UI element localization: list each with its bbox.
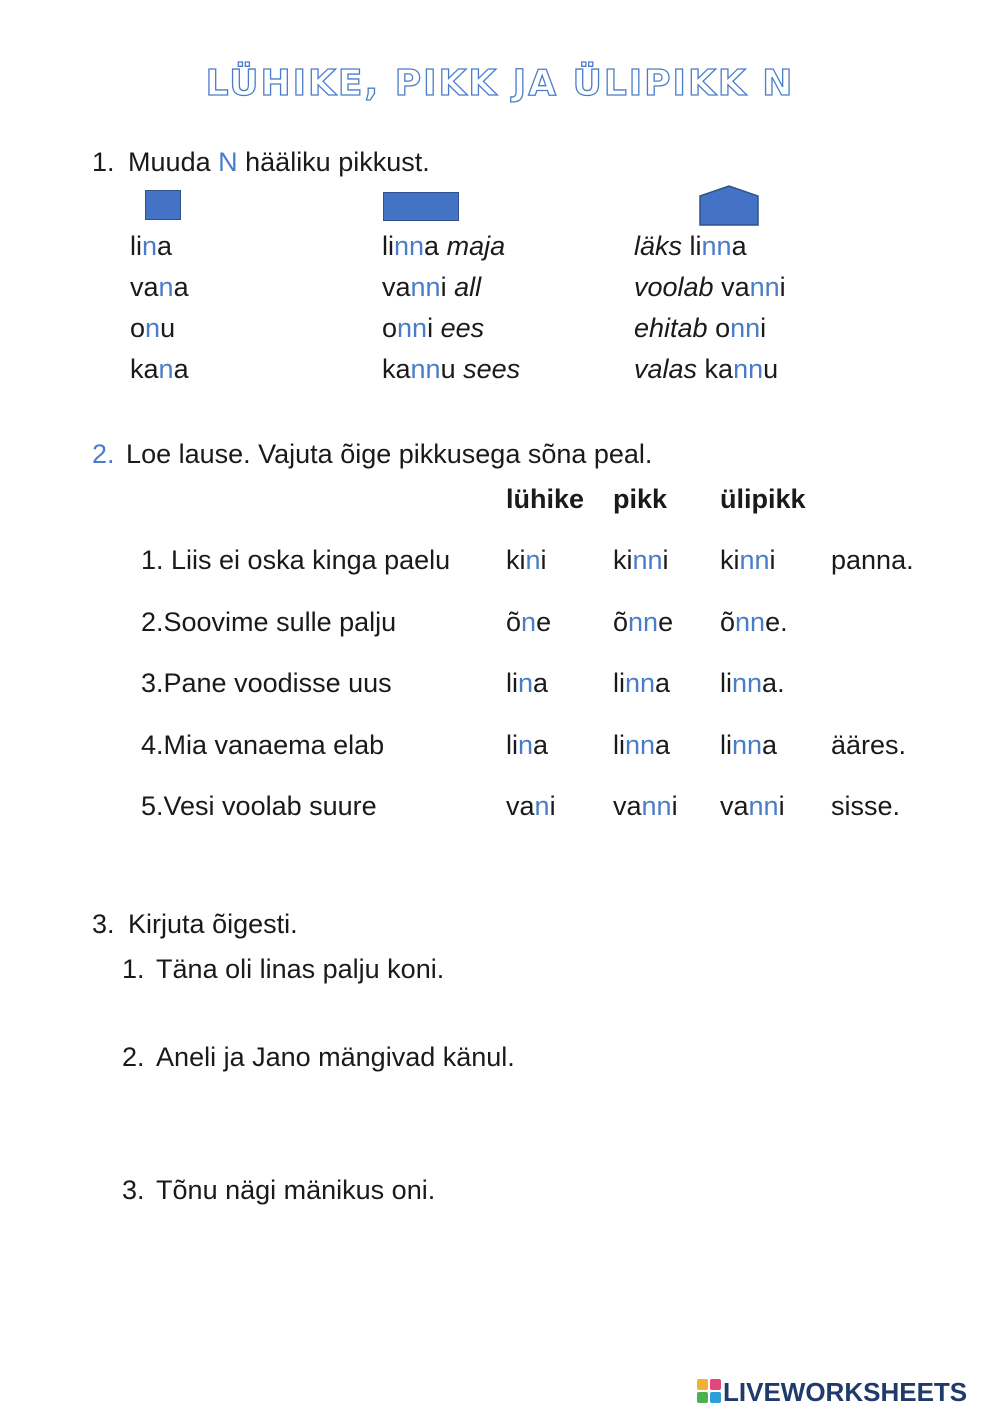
word-part: u	[763, 354, 779, 384]
word-part: nn	[625, 668, 656, 698]
word-part: e	[536, 607, 552, 637]
option-extra-long[interactable]	[720, 732, 777, 759]
option-long[interactable]	[613, 732, 670, 759]
word-part: a	[173, 272, 189, 302]
word-part: li	[682, 231, 702, 261]
task3-item-text: Tõnu nägi mänikus oni.	[156, 1175, 436, 1205]
word-example	[130, 356, 189, 383]
task3-item-number: 1.	[122, 954, 145, 984]
page-title: LÜHIKE, PIKK JA ÜLIPIKK N	[205, 63, 795, 104]
word-example	[130, 315, 175, 342]
short-length-square-icon	[145, 190, 181, 220]
word-part: ehitab	[634, 313, 708, 343]
word-part: nn	[628, 607, 659, 637]
word-part: e.	[765, 607, 788, 637]
task1-heading	[92, 149, 430, 176]
sentence-start: 2.Soovime sulle palju	[141, 607, 397, 637]
word-example	[634, 356, 778, 383]
word-part: ka	[382, 354, 411, 384]
task2-number: 2.	[92, 439, 115, 469]
task3-number: 3.	[92, 909, 115, 939]
word-part: ki	[506, 545, 526, 575]
option-short[interactable]	[506, 609, 551, 636]
word-part: li	[506, 668, 518, 698]
word-part: all	[454, 272, 482, 302]
word-part: nn	[625, 730, 656, 760]
sentence-end: sisse.	[831, 791, 901, 821]
option-extra-long[interactable]	[720, 670, 785, 697]
word-part: n	[518, 668, 534, 698]
word-part: a	[173, 354, 189, 384]
word-part: li	[720, 668, 732, 698]
word-part: n	[534, 791, 550, 821]
word-part: i	[671, 791, 678, 821]
option-long[interactable]	[613, 609, 673, 636]
header-short: lühike	[506, 484, 585, 514]
word-part: li	[382, 231, 394, 261]
word-part: nn	[410, 354, 441, 384]
word-example	[382, 356, 520, 383]
word-part: nn	[641, 791, 672, 821]
word-part: a	[157, 231, 173, 261]
word-part: nn	[739, 545, 770, 575]
word-part: i	[427, 313, 441, 343]
word-part: a	[731, 231, 747, 261]
task3-item-text: Täna oli linas palju koni.	[156, 954, 445, 984]
task2-instruction: Loe lause. Vajuta õige pikkusega sõna peal.	[126, 439, 653, 469]
extra-long-length-pentagon-icon	[699, 185, 761, 227]
word-part: nn	[749, 272, 780, 302]
option-short[interactable]	[506, 793, 556, 820]
word-part: i	[549, 791, 556, 821]
word-part: o	[130, 313, 146, 343]
word-part: nn	[730, 313, 761, 343]
word-part: i	[760, 313, 767, 343]
word-example	[130, 274, 189, 301]
word-part: sees	[463, 354, 521, 384]
word-part: va	[130, 272, 159, 302]
word-part: i	[540, 545, 547, 575]
word-part: läks	[634, 231, 683, 261]
word-example	[634, 233, 747, 260]
sentence-end: panna.	[831, 545, 914, 575]
word-part: voolab	[634, 272, 714, 302]
word-part: a	[533, 668, 549, 698]
option-extra-long[interactable]	[720, 609, 788, 636]
word-part: n	[525, 545, 541, 575]
word-example	[382, 233, 505, 260]
option-short[interactable]	[506, 670, 548, 697]
word-part: va	[713, 272, 750, 302]
word-part: nn	[632, 545, 663, 575]
word-part: o	[382, 313, 398, 343]
word-example	[130, 233, 172, 260]
word-example	[634, 315, 766, 342]
sentence-start: 3.Pane voodisse uus	[141, 668, 392, 698]
option-long[interactable]	[613, 547, 669, 574]
task1-letter: N	[218, 147, 238, 177]
word-part: a.	[762, 668, 785, 698]
option-long[interactable]	[613, 793, 678, 820]
word-part: i	[769, 545, 776, 575]
word-part: n	[518, 730, 534, 760]
word-part: li	[613, 730, 625, 760]
header-long: pikk	[613, 484, 668, 514]
word-part: ka	[697, 354, 734, 384]
word-part: i	[662, 545, 669, 575]
word-part: n	[142, 231, 158, 261]
word-part: nn	[748, 791, 779, 821]
word-example	[382, 315, 484, 342]
word-part: u	[160, 313, 176, 343]
word-part: a	[655, 668, 671, 698]
word-part: va	[382, 272, 411, 302]
task3-item	[122, 956, 444, 983]
word-part: va	[613, 791, 642, 821]
word-part: nn	[397, 313, 428, 343]
task1-suffix: hääliku pikkust.	[245, 147, 430, 177]
word-part: i	[778, 791, 785, 821]
word-part: õ	[506, 607, 522, 637]
task1-number: 1.	[92, 147, 115, 177]
word-part: õ	[720, 607, 736, 637]
word-part: u	[440, 354, 464, 384]
option-extra-long[interactable]	[720, 547, 776, 574]
word-part: õ	[613, 607, 629, 637]
task3-heading	[92, 911, 298, 938]
sentence-start: 1. Liis ei oska kinga paelu	[141, 545, 451, 575]
word-part: nn	[701, 231, 732, 261]
sentence-start: 5.Vesi voolab suure	[141, 791, 377, 821]
word-part: nn	[733, 354, 764, 384]
task3-item	[122, 1177, 435, 1204]
word-part: a	[424, 231, 447, 261]
word-part: ki	[720, 545, 740, 575]
word-part: n	[145, 313, 161, 343]
header-extra-long: ülipikk	[720, 484, 806, 514]
word-example	[382, 274, 481, 301]
word-part: a	[655, 730, 671, 760]
sentence-end: ääres.	[831, 730, 907, 760]
task3-item-text: Aneli ja Jano mängivad känul.	[156, 1042, 515, 1072]
word-part: ees	[440, 313, 485, 343]
liveworksheets-logo-icon	[697, 1379, 721, 1403]
word-part: va	[720, 791, 749, 821]
word-part: li	[613, 668, 625, 698]
word-part: nn	[735, 607, 766, 637]
word-part: i	[779, 272, 786, 302]
word-example	[634, 274, 786, 301]
word-part: a	[762, 730, 778, 760]
word-part: ka	[130, 354, 159, 384]
word-part: n	[521, 607, 537, 637]
task3-item-number: 2.	[122, 1042, 145, 1072]
option-short[interactable]	[506, 547, 547, 574]
task3-item	[122, 1044, 515, 1071]
option-long[interactable]	[613, 670, 670, 697]
word-part: a	[533, 730, 549, 760]
sentence-start: 4.Mia vanaema elab	[141, 730, 385, 760]
liveworksheets-logo-text: LIVEWORKSHEETS	[723, 1377, 968, 1407]
task3-instruction: Kirjuta õigesti.	[128, 909, 298, 939]
word-part: li	[720, 730, 732, 760]
word-part: maja	[446, 231, 506, 261]
word-part: li	[130, 231, 142, 261]
option-short[interactable]	[506, 732, 548, 759]
option-extra-long[interactable]	[720, 793, 785, 820]
long-length-rectangle-icon	[383, 192, 459, 221]
word-part: va	[506, 791, 535, 821]
word-part: n	[158, 272, 174, 302]
word-part: nn	[394, 231, 425, 261]
task2-heading	[92, 441, 652, 468]
word-part: ki	[613, 545, 633, 575]
word-part: li	[506, 730, 518, 760]
liveworksheets-logo	[697, 1378, 997, 1408]
word-part: valas	[634, 354, 698, 384]
word-part: nn	[732, 668, 763, 698]
word-part: nn	[732, 730, 763, 760]
word-part: nn	[410, 272, 441, 302]
task1-prefix: Muuda	[128, 147, 211, 177]
word-part: n	[158, 354, 174, 384]
word-part: i	[440, 272, 455, 302]
task3-item-number: 3.	[122, 1175, 145, 1205]
word-part: e	[658, 607, 674, 637]
word-part: o	[707, 313, 731, 343]
